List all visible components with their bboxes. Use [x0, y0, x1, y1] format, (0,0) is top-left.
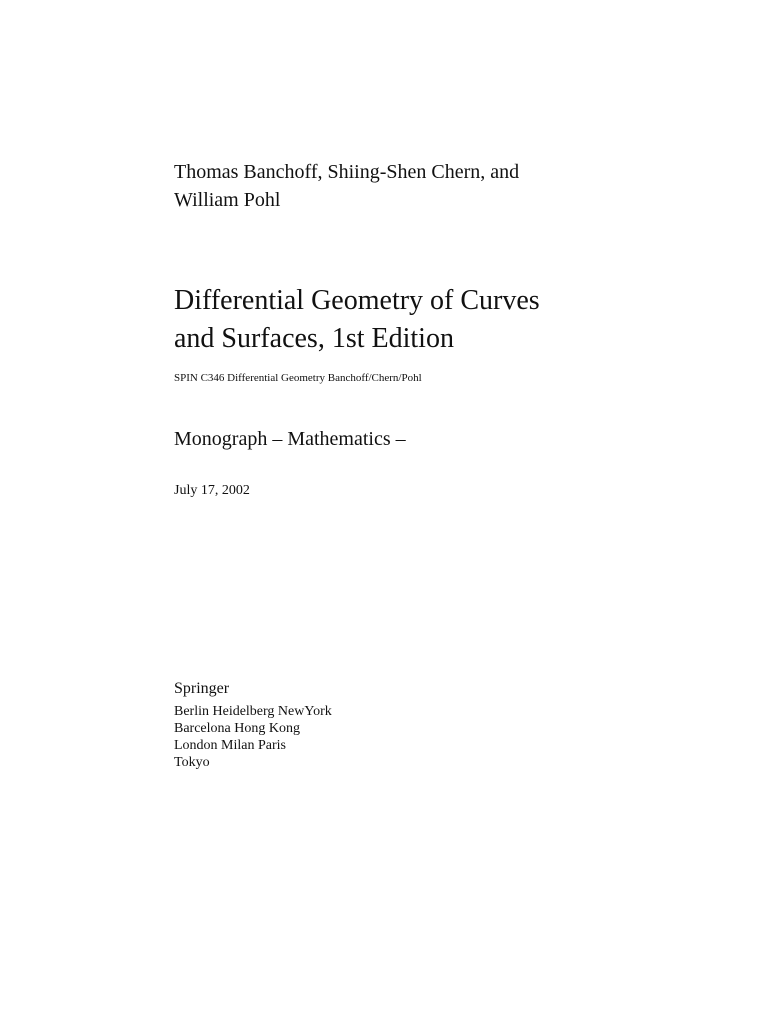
- book-title: [174, 282, 734, 358]
- series-line: Monograph – Mathematics –: [174, 428, 406, 450]
- book-title-line-1: Differential Geometry of Curves: [174, 285, 540, 316]
- author-line-1: Thomas Banchoff, Shiing-Shen Chern, and: [174, 161, 520, 183]
- city-line-4: Tokyo: [174, 755, 210, 770]
- spin-line: SPIN C346 Differential Geometry Banchoff/Chern/Pohl: [174, 372, 422, 384]
- publisher-cities: [174, 703, 494, 771]
- book-title-line-2: and Surfaces, 1st Edition: [174, 323, 454, 354]
- author-block: [174, 158, 694, 214]
- city-line-1: Berlin Heidelberg NewYork: [174, 704, 332, 719]
- publisher-name: Springer: [174, 680, 230, 697]
- city-line-3: London Milan Paris: [174, 738, 286, 753]
- author-line-2: William Pohl: [174, 189, 281, 211]
- publication-date: July 17, 2002: [174, 483, 250, 498]
- city-line-2: Barcelona Hong Kong: [174, 721, 300, 736]
